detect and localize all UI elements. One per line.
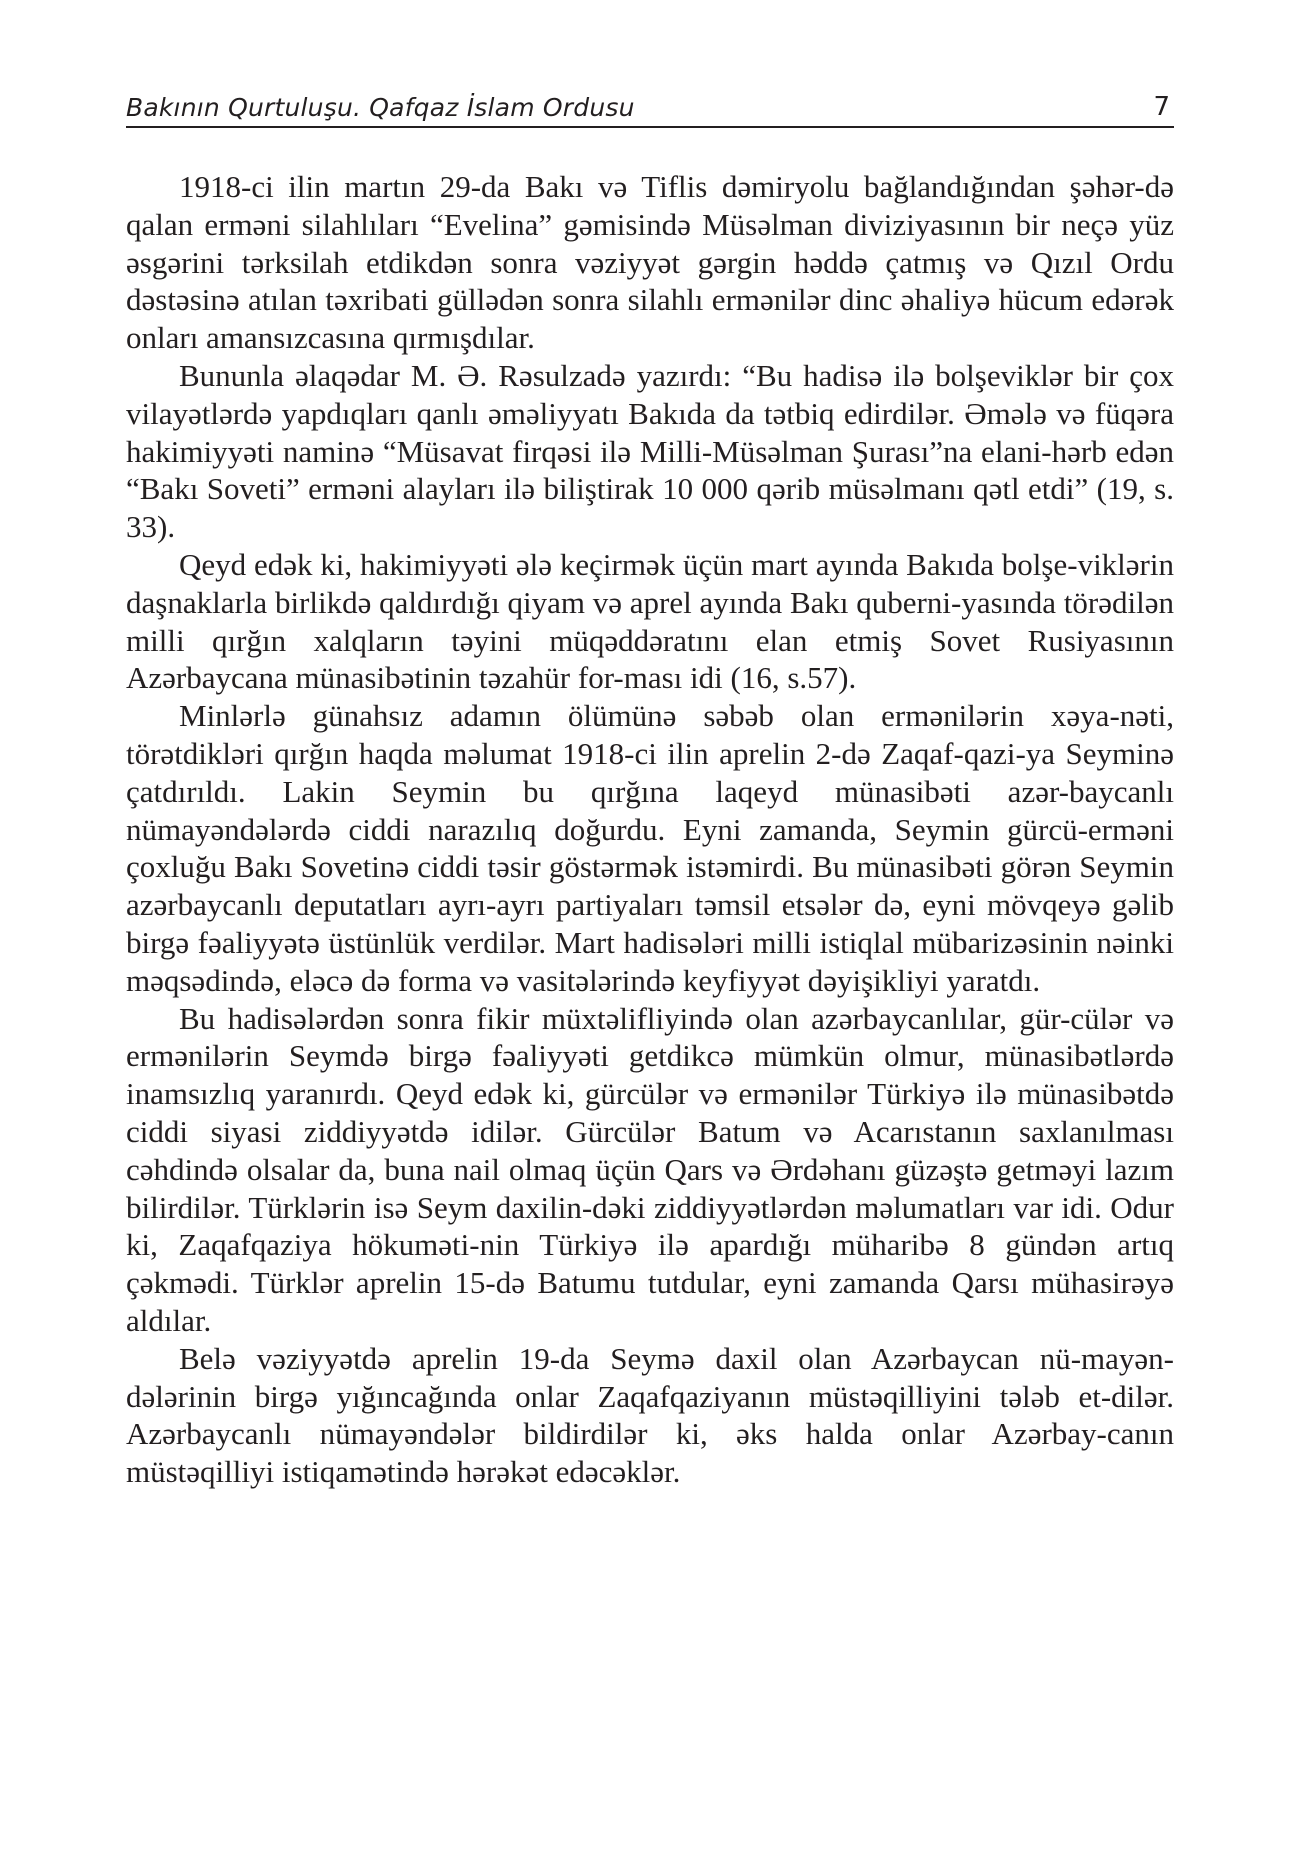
paragraph: 1918-ci ilin martın 29-da Bakı və Tiflis dəmiryolu bağlandığından şəhər-də qalan erməni silahlıları “Evelina” gəmisində Müsəlman diviziyasının bir neçə yüz əsgərini tərksilah etdikdən sonra vəziyyət gərgin həddə çatmış və Qızıl Ordu dəstəsinə atılan təxribati güllədən sonra silahlı ermənilər dinc əhaliyə hücum edərək onları amansızcasına qırmışdılar. bbox=[126, 169, 1174, 356]
body-text bbox=[126, 168, 1174, 1491]
paragraph: Qeyd edək ki, hakimiyyəti ələ keçirmək üçün mart ayında Bakıda bolşe-viklərin daşnaklarla birlikdə qaldırdığı qiyam və aprel ayında Bakı quberni-yasında törədilən milli qırğın xalqların təyini müqəddəratını elan etmiş Sovet Rusiyasının Azərbaycana münasibətinin təzahür for-ması idi (16, s.57). bbox=[126, 546, 1174, 696]
page-number: 7 bbox=[1153, 92, 1170, 122]
paragraph: Minlərlə günahsız adamın ölümünə səbəb olan ermənilərin xəya-nəti, törətdikləri qırğın haqda məlumat 1918-ci ilin aprelin 2-də Zaqaf-qazi-ya Seyminə çatdırıldı. Lakin Seymin bu qırğına laqeyd münasibəti azər-baycanlı nümayəndələrdə ciddi narazılıq doğurdu. Eyni zamanda, Seymin gürcü-erməni çoxluğu Bakı Sovetinə ciddi təsir göstərmək istəmirdi. Bu münasibəti görən Seymin azərbaycanlı deputatları ayrı-ayrı partiyaları təmsil etsələr də, eyni mövqeyə gəlib birgə fəaliyyətə üstünlük verdilər. Mart hadisələri milli istiqlal mübarizəsinin nəinki məqsədində, eləcə də forma və vasitələrində keyfiyyət dəyişikliyi yaratdı. bbox=[126, 698, 1174, 998]
running-header bbox=[126, 86, 1174, 128]
paragraph: Bu hadisələrdən sonra fikir müxtəlifliyində olan azərbaycanlılar, gür-cülər və ermənilərin Seymdə birgə fəaliyyəti getdikcə mümkün olmur, münasibətlərdə inamsızlıq yaranırdı. Qeyd edək ki, gürcülər və ermənilər Türkiyə ilə münasibətdə ciddi siyasi ziddiyyətdə idilər. Gürcülər Batum və Acarıstanın saxlanılması cəhdində olsalar da, buna nail olmaq üçün Qars və Ərdəhanı güzəştə getməyi lazım bilirdilər. Türklərin isə Seym daxilin-dəki ziddiyyətlərdən məlumatları var idi. Odur ki, Zaqafqaziya hökuməti-nin Türkiyə ilə apardığı müharibə 8 gündən artıq çəkmədi. Türklər aprelin 15-də Batumu tutdular, eyni zamanda Qarsı mühasirəyə aldılar. bbox=[126, 1000, 1174, 1338]
paragraph: Bununla əlaqədar M. Ə. Rəsulzadə yazırdı: “Bu hadisə ilə bolşeviklər bir çox vilayətlərdə yapdıqları qanlı əməliyyatı Bakıda da tətbiq edirdilər. Əmələ və füqəra hakimiyyəti naminə “Müsavat firqəsi ilə Milli-Müsəlman Şurası”na elani-hərb edən “Bakı Soveti” erməni alayları ilə biliştirak 10 000 qərib müsəlmanı qətl etdi” (19, s. 33). bbox=[126, 357, 1174, 545]
paragraph: Belə vəziyyətdə aprelin 19-da Seymə daxil olan Azərbaycan nü-mayən-dələrinin birgə yığıncağında onlar Zaqafqaziyanın müstəqilliyini tələb et-dilər. Azərbaycanlı nümayəndələr bildirdilər ki, əks halda onlar Azərbay-canın müstəqilliyi istiqamətində hərəkət edəcəklər. bbox=[126, 1340, 1174, 1490]
running-title: Bakının Qurtuluşu. Qafqaz İslam Ordusu bbox=[126, 93, 635, 122]
